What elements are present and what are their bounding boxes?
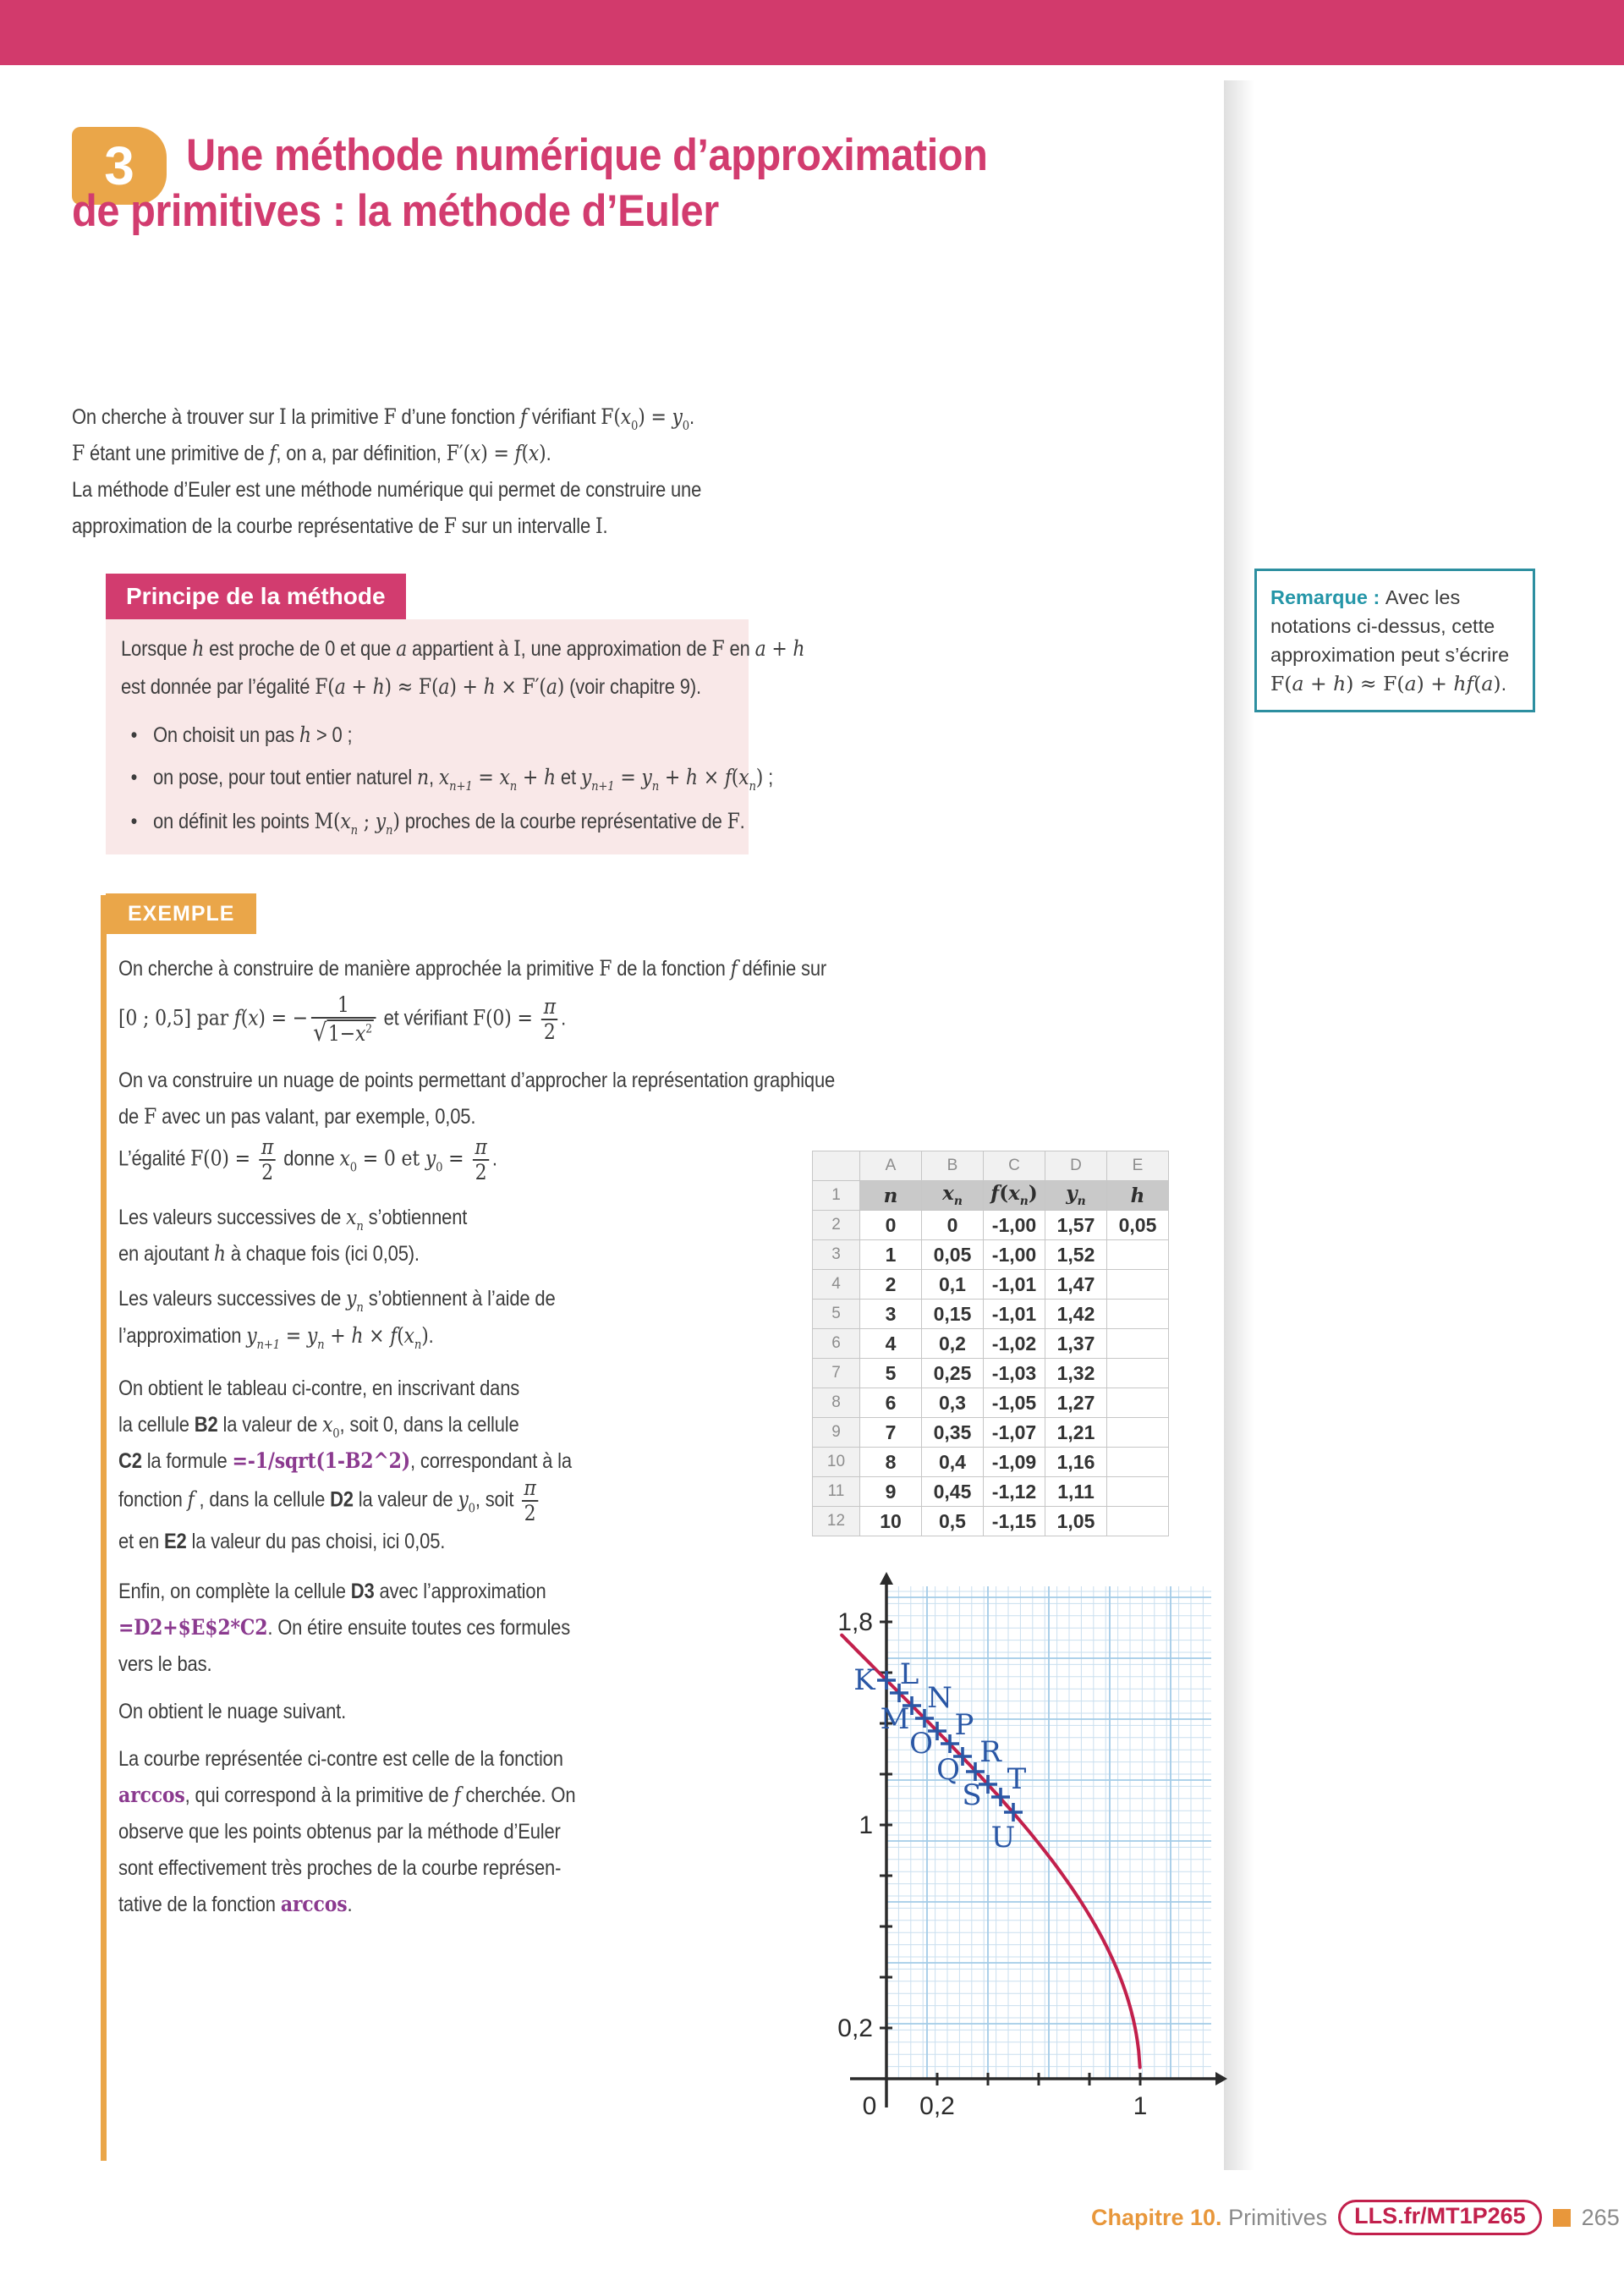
column-letter: C [984, 1151, 1045, 1181]
page-footer [1091, 2198, 1620, 2237]
table-cell [1107, 1418, 1169, 1448]
column-letter: A [860, 1151, 922, 1181]
header-cell: n [860, 1181, 922, 1211]
table-cell: 0,45 [922, 1477, 984, 1507]
table-cell: 0,3 [922, 1388, 984, 1418]
footer-square-icon [1553, 2209, 1571, 2227]
table-cell: 0 [860, 1211, 922, 1240]
spreadsheet-table [812, 1151, 1169, 1536]
example-line: Enfin, on complète la cellule D3 avec l’approximation [118, 1580, 546, 1603]
example-line: observe que les points obtenus par la méthode d’Euler [118, 1820, 561, 1844]
table-cell: 1 [860, 1240, 922, 1270]
table-cell [1107, 1359, 1169, 1388]
y-tick-label: 0,2 [837, 2014, 873, 2042]
principle-line: est donnée par l’égalité F(a + h) ≈ F(a) + h × F′(a) (voir chapitre 9). [121, 674, 701, 699]
point-label-Q: Q [936, 1753, 960, 1787]
example-line: C2 la formule =-1/sqrt(1-B2^2), correspondant à la [118, 1448, 572, 1473]
principle-line: Lorsque h est proche de 0 et que a appartient à I, une approximation de F en a + h [121, 636, 805, 661]
table-cell: 1,32 [1045, 1359, 1107, 1388]
row-number: 1 [813, 1181, 860, 1211]
row-number: 3 [813, 1240, 860, 1270]
example-line: Les valeurs successives de $x_n$ s’obtiennent [118, 1205, 468, 1234]
example-line: Les valeurs successives de $y_n$ s’obtiennent à l’aide de [118, 1286, 556, 1315]
table-cell: 1,27 [1045, 1388, 1107, 1418]
example-line: L’égalité F(0) = $\frac{\pi}{2}$ donne $x_0 = 0$ et $y_0$ = $\frac{\pi}{2}$ . [118, 1135, 497, 1184]
column-letter: E [1107, 1151, 1169, 1181]
principle-bullet: • On choisit un pas h > 0 ; [153, 719, 352, 751]
table-cell: 1,05 [1045, 1507, 1107, 1536]
table-cell: 8 [860, 1448, 922, 1477]
example-line: et en E2 la valeur du pas choisi, ici 0,05. [118, 1530, 446, 1553]
table-cell: 0,2 [922, 1329, 984, 1359]
table-cell: 0,5 [922, 1507, 984, 1536]
y-tick-label: 1 [859, 1811, 873, 1839]
example-badge: EXEMPLE [106, 893, 256, 934]
table-cell: -1,01 [984, 1270, 1045, 1300]
table-cell: -1,05 [984, 1388, 1045, 1418]
section-number: 3 [104, 135, 134, 196]
table-cell: 1,16 [1045, 1448, 1107, 1477]
intro-line: La méthode d’Euler est une méthode numérique qui permet de construire une [72, 478, 702, 502]
table-cell: 1,42 [1045, 1300, 1107, 1329]
point-label-R: R [979, 1735, 1001, 1769]
example-line: vers le bas. [118, 1652, 212, 1676]
table-cell [1107, 1300, 1169, 1329]
row-number: 5 [813, 1300, 860, 1329]
footer-link[interactable]: LLS.fr/MT1P265 [1338, 2200, 1542, 2235]
table-cell: -1,03 [984, 1359, 1045, 1388]
table-cell: 2 [860, 1270, 922, 1300]
point-label-K: K [853, 1663, 875, 1697]
example-line: en ajoutant h à chaque fois (ici 0,05). [118, 1241, 420, 1266]
point-label-O: O [909, 1727, 933, 1761]
table-cell: 0 [922, 1211, 984, 1240]
intro-line: approximation de la courbe représentative de F sur un intervalle I. [72, 514, 608, 538]
footer-chapter: Chapitre 10. [1091, 2204, 1222, 2230]
table-cell [1107, 1477, 1169, 1507]
table-cell: 5 [860, 1359, 922, 1388]
header-cell: $y_n$ [1045, 1181, 1107, 1211]
table-cell: 1,21 [1045, 1418, 1107, 1448]
chart-svg [833, 1561, 1235, 2129]
table-cell: 3 [860, 1300, 922, 1329]
footer-subject: Primitives [1228, 2204, 1328, 2230]
table-cell: 1,47 [1045, 1270, 1107, 1300]
example-line: de F avec un pas valant, par exemple, 0,05. [118, 1104, 476, 1129]
table-cell: 10 [860, 1507, 922, 1536]
table-cell [1107, 1507, 1169, 1536]
x-tick-label: 1 [1133, 2092, 1148, 2120]
example-line: La courbe représentée ci-contre est celle de la fonction [118, 1747, 563, 1771]
row-number: 4 [813, 1270, 860, 1300]
column-letter: D [1045, 1151, 1107, 1181]
table-cell: 9 [860, 1477, 922, 1507]
example-line: tative de la fonction arccos. [118, 1892, 353, 1916]
table-cell: -1,02 [984, 1329, 1045, 1359]
sheet-corner-cell [813, 1151, 860, 1181]
table-cell: 1,37 [1045, 1329, 1107, 1359]
y-axis-arrow [880, 1572, 893, 1585]
table-cell: -1,00 [984, 1240, 1045, 1270]
footer-page-number: 265 [1581, 2204, 1620, 2230]
point-label-M: M [880, 1702, 910, 1736]
intro-line: On cherche à trouver sur I la primitive F d’une fonction f vérifiant $F(x_0) = y_0$. [72, 404, 694, 433]
section-title-line1: Une méthode numérique d’approximation [186, 130, 988, 180]
column-letter: B [922, 1151, 984, 1181]
table-cell: -1,00 [984, 1211, 1045, 1240]
table-cell: 1,52 [1045, 1240, 1107, 1270]
table-cell: 0,15 [922, 1300, 984, 1329]
table-cell: 4 [860, 1329, 922, 1359]
table-cell: 0,05 [1107, 1211, 1169, 1240]
principle-bullet: • on définit les points $M(x_n$ ; $y_n$) proches de la courbe représentative de F. [153, 805, 745, 846]
top-banner [0, 0, 1624, 65]
point-label-P: P [954, 1708, 974, 1742]
table-cell: 0,4 [922, 1448, 984, 1477]
point-label-T: T [1007, 1762, 1027, 1796]
row-number: 7 [813, 1359, 860, 1388]
header-cell: $f(x_n)$ [984, 1181, 1045, 1211]
row-number: 6 [813, 1329, 860, 1359]
example-line: sont effectivement très proches de la courbe représen- [118, 1856, 562, 1880]
table-cell: 0,25 [922, 1359, 984, 1388]
row-number: 11 [813, 1477, 860, 1507]
example-line: fonction f , dans la cellule D2 la valeur de $y_0$, soit $\frac{\pi}{2}$ [118, 1476, 541, 1525]
table-cell [1107, 1388, 1169, 1418]
y-tick-label: 1,8 [837, 1608, 873, 1636]
row-number: 12 [813, 1507, 860, 1536]
x-tick-label: 0,2 [919, 2092, 955, 2120]
table-cell: -1,15 [984, 1507, 1045, 1536]
row-number: 9 [813, 1418, 860, 1448]
example-line: On obtient le nuage suivant. [118, 1700, 347, 1723]
table-cell: 6 [860, 1388, 922, 1418]
example-side-bar [101, 895, 107, 2161]
table-cell [1107, 1448, 1169, 1477]
point-label-U: U [990, 1821, 1016, 1855]
euler-scatter-chart [833, 1561, 1235, 2129]
example-line: [0 ; 0,5] par f(x) = − $\frac{1}{√1-x^2}$ et vérifiant F(0) = $\frac{\pi}{2}$ . [118, 992, 567, 1047]
table-cell: -1,09 [984, 1448, 1045, 1477]
principle-bullet: • on pose, pour tout entier naturel n, $x_{n+1} = x_n + h$ et $y_{n+1} = y_n + h \times f(x_n)$ ; [153, 761, 773, 802]
example-line: On va construire un nuage de points permettant d’approcher la représentation graphique [118, 1069, 836, 1092]
method-principle-label: Principe de la méthode [106, 574, 406, 619]
section-title-line2: de primitives : la méthode d’Euler [72, 186, 719, 236]
example-line: l’approximation $y_{n+1} = y_n + h \times f(x_n)$. [118, 1323, 434, 1352]
point-label-S: S [962, 1778, 982, 1812]
header-cell: $x_n$ [922, 1181, 984, 1211]
header-cell: h [1107, 1181, 1169, 1211]
table-cell: -1,01 [984, 1300, 1045, 1329]
row-number: 10 [813, 1448, 860, 1477]
example-line: arccos, qui correspond à la primitive de f cherchée. On [118, 1783, 576, 1807]
table-cell [1107, 1270, 1169, 1300]
table-cell: 1,57 [1045, 1211, 1107, 1240]
table-cell: 1,11 [1045, 1477, 1107, 1507]
remark-text: Remarque : Avec les notations ci-dessus, cette approximation peut s’écrire F(a + h) ≈ F(a) + hf(a). [1270, 586, 1510, 695]
example-line: On cherche à construire de manière approchée la primitive F de la fonction f définie sur [118, 956, 827, 981]
x-tick-label: 0 [862, 2092, 877, 2120]
example-line: la cellule B2 la valeur de $x_0$, soit 0, dans la cellule [118, 1412, 519, 1441]
table-cell: 7 [860, 1418, 922, 1448]
remark-box [1254, 569, 1535, 712]
example-line: On obtient le tableau ci-contre, en inscrivant dans [118, 1377, 520, 1400]
table-cell: -1,07 [984, 1418, 1045, 1448]
table-cell [1107, 1240, 1169, 1270]
table-cell: 0,05 [922, 1240, 984, 1270]
example-line: =D2+$E$2*C2. On étire ensuite toutes ces formules [118, 1615, 571, 1640]
table-cell: 0,35 [922, 1418, 984, 1448]
table-cell [1107, 1329, 1169, 1359]
row-number: 2 [813, 1211, 860, 1240]
point-label-L: L [899, 1657, 919, 1691]
intro-line: F étant une primitive de f, on a, par définition, F′(x) = f(x). [72, 441, 551, 465]
x-axis-arrow [1215, 2072, 1227, 2085]
table-cell: 0,1 [922, 1270, 984, 1300]
point-label-N: N [927, 1681, 952, 1715]
table-cell: -1,12 [984, 1477, 1045, 1507]
row-number: 8 [813, 1388, 860, 1418]
